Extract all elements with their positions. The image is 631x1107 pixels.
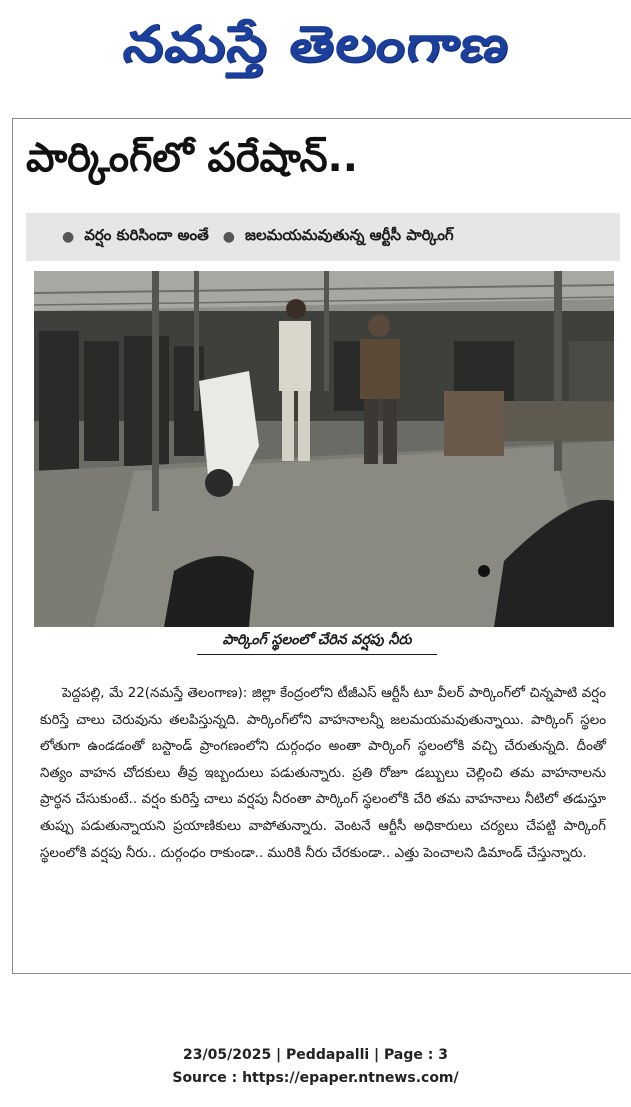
photo-caption: పార్కింగ్ స్థలంలో చేరిన వర్షపు నీరు bbox=[197, 632, 437, 655]
bullet-icon: ● bbox=[222, 229, 235, 245]
footer-date-page: 23/05/2025 | Peddapalli | Page : 3 bbox=[183, 1047, 448, 1063]
bullet-icon: ● bbox=[62, 229, 75, 245]
subheadline-bar bbox=[26, 213, 620, 261]
subheadline-2: జలమయమవుతున్న ఆర్టీసీ పార్కింగ్ bbox=[244, 226, 454, 244]
subheadline-1: వర్షం కురిసిందా అంతే bbox=[84, 226, 209, 244]
article-body: పెద్దపల్లి, మే 22(నమస్తే తెలంగాణ): జిల్లా కేంద్రంలోని టీజీఎస్ ఆర్టీసీ టూ వీలర్ పార్కింగ్‌లో చిన్నపాటి వర్షం కురిస్తే చాలు చెరువును తలపిస్తున్నది. పార్కింగ్‌లోని వాహనాలన్నీ జలమయమవుతున్నాయి. పార్కింగ్ స్థలం లోతుగా ఉండడంతో బస్టాండ్ ప్రాంగణంలోని దుర్గంధం అంతా పార్కింగ్ స్థలంలోకి వచ్చి చేరుతున్నది. దీంతో నిత్యం వాహన చోదకులు తీవ్ర ఇబ్బందులు పడుతున్నారు. ప్రతి రోజూ డబ్బులు చెల్లించి తమ వాహనాలను ప్రార్థన చేసుకుంటే.. వర్షం కురిస్తే చాలు వర్షపు నీరంతా పార్కింగ్ స్థలంలోకి చేరి తమ వాహనాలు నీటిలో తడుస్తూ తుప్పు పడుతున్నాయని ప్రయాణికులు వాపోతున్నారు. వెంటనే ఆర్టీసీ అధికారులు చర్యలు చేపట్టి పార్కింగ్ స్థలంలోకి వర్షపు నీరు.. దుర్గంధం రాకుండా.. మురికి నీరు చేరకుండా.. ఎత్తు పెంచాలని డిమాండ్ చేస్తున్నారు. bbox=[40, 686, 606, 861]
masthead-logo bbox=[0, 0, 631, 100]
masthead-title: నమస్తే తెలంగాణ bbox=[119, 14, 513, 73]
article-headline: పార్కింగ్‌లో పరేషాన్.. bbox=[26, 135, 358, 181]
footer-source: Source : https://epaper.ntnews.com/ bbox=[172, 1070, 459, 1086]
article-photo bbox=[34, 271, 614, 627]
